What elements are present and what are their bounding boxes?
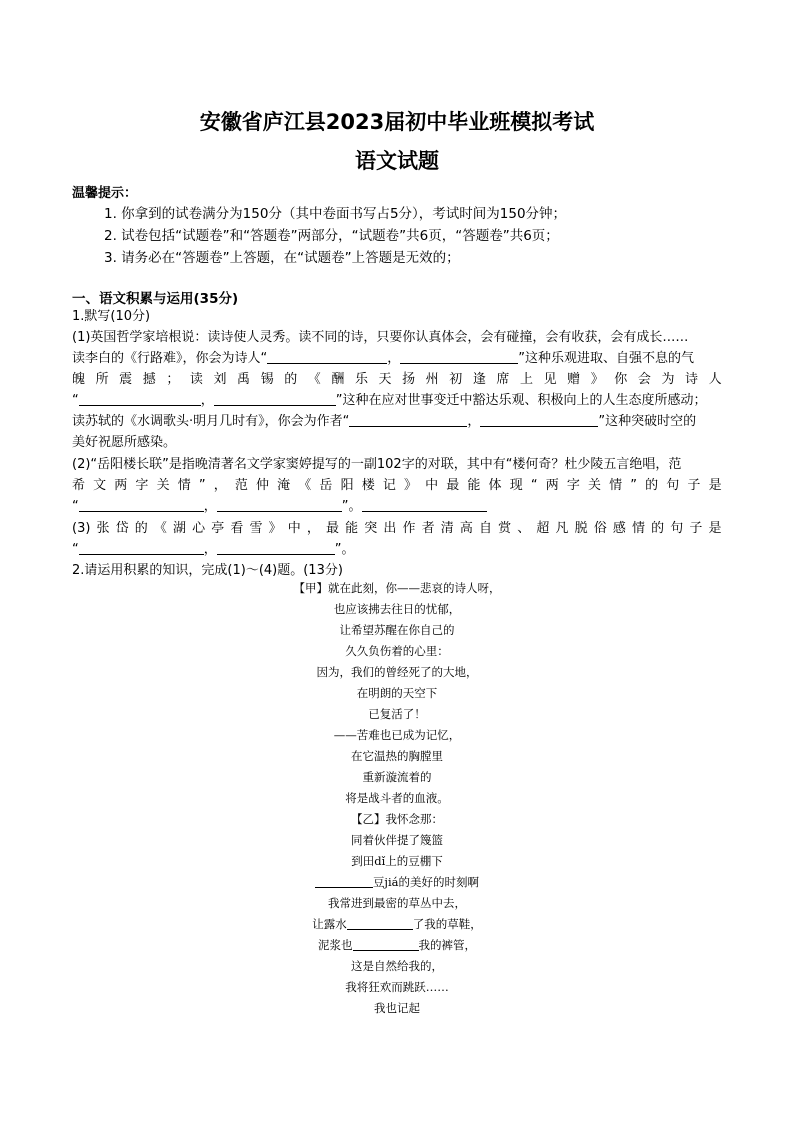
text-span: ， [203,499,217,514]
char: 禹 [237,372,251,387]
q1-part1-line5 [72,411,722,432]
char: 天 [378,372,392,387]
char: ” [198,478,206,493]
char: 感 [612,521,626,536]
char: 高 [459,521,473,536]
poem-line: 已复活了！ [368,707,426,721]
char: 子 [687,478,701,493]
char: 现 [509,478,523,493]
char: 撼 [142,372,156,387]
char: (3) [72,521,91,536]
poem-line: ——苦难也已成为记忆， [333,728,461,742]
text-span: “ [72,499,79,514]
char: ； [166,372,180,387]
answer-blank[interactable] [480,412,598,427]
tips-heading: 温馨提示： [72,186,138,201]
char: 张 [96,521,110,536]
char: 情 [609,478,623,493]
text-span: ”这种在应对世事变迁中豁达乐观、积极向上的人生态度所感动； [335,393,707,408]
tip-item: 3. 请务必在“答题卷”上答题，在“试题卷”上答题是无效的； [104,250,460,266]
char: “ [530,478,538,493]
poem-line: 将是战斗者的血液。 [345,791,449,805]
char: 突 [364,521,378,536]
char: 俗 [593,521,607,536]
char: 脱 [574,521,588,536]
char: 两 [114,478,128,493]
char: 震 [119,372,133,387]
q1-part1-line4 [72,390,722,411]
char: 最 [326,521,340,536]
answer-blank[interactable] [347,915,413,930]
char: 乐 [354,372,368,387]
char: 心 [192,521,206,536]
char: 的 [645,478,659,493]
char: 看 [230,521,244,536]
char: 中 [287,521,301,536]
char: 魄 [72,372,86,387]
poem-line: 因为，我们的曾经死了的大地， [316,665,478,679]
answer-blank[interactable] [315,873,373,888]
char: 赏 [498,521,512,536]
char: 的 [134,521,148,536]
char: 岱 [115,521,129,536]
text-span: 我的裤管， [418,938,476,952]
text-span: 读李白的《行路难》，你会为诗人“ [72,351,268,366]
char: 记 [382,478,396,493]
poem-line: 这是自然给我的， [351,959,443,973]
char: 锡 [260,372,274,387]
char: 你 [614,372,628,387]
text-span: 豆jiá的美好的时刻啊 [372,875,480,889]
char: 作 [402,521,416,536]
char: 两 [545,478,559,493]
q1-part1-line2 [72,348,722,369]
char: 雪 [249,521,263,536]
char: 》 [403,478,417,493]
poem-line: 【乙】我怀念那： [351,812,443,826]
char: 句 [666,478,680,493]
answer-blank[interactable] [79,540,204,555]
char: 情 [632,521,646,536]
answer-blank[interactable] [353,936,419,951]
q1-part3-line2 [72,539,722,560]
char: 关 [156,478,170,493]
char: 出 [383,521,397,536]
poem-line: 我将狂欢而跳跃…… [345,980,449,994]
char: 中 [425,478,439,493]
char: 《 [298,478,312,493]
answer-blank[interactable] [79,391,201,406]
char: 读 [189,372,203,387]
poem-line: 到田dǐ上的豆棚下 [351,854,443,868]
char: 淹 [277,478,291,493]
q1-part3-line1 [72,518,722,539]
char: 《 [153,521,167,536]
text-span: 读苏轼的《水调歌头·明月几时有》，你会为作者“ [72,414,350,429]
char: 、 [517,521,531,536]
char: 者 [421,521,435,536]
char: ， [213,478,227,493]
char: 体 [488,478,502,493]
q1-part2-line3 [72,496,722,517]
char: 人 [708,372,722,387]
poem-line: 也应该拂去往日的忧郁， [333,602,461,616]
poem-line: 在明朗的天空下 [356,686,438,700]
char: 会 [637,372,651,387]
poem-line: 同着伙伴提了篾篮 [351,833,443,847]
char: 能 [345,521,359,536]
char: 字 [135,478,149,493]
answer-blank[interactable] [217,497,342,512]
text-span: “ [72,393,79,408]
poem-line: 让希望苏醒在你自己的 [339,623,455,637]
char: 赠 [567,372,581,387]
char: 是 [708,478,722,493]
char: 范 [234,478,248,493]
exam-title: 安徽省庐江县2023届初中毕业班模拟考试 [199,110,595,134]
char: 阳 [340,478,354,493]
answer-blank[interactable] [362,497,487,512]
char: 见 [543,372,557,387]
text-span: ”。 [341,499,362,514]
char: 逢 [472,372,486,387]
char: 》 [590,372,604,387]
char: 清 [440,521,454,536]
poem-line: 重新漩流着的 [362,770,432,784]
exam-subtitle: 语文试题 [355,149,439,173]
poem-line [0,872,794,893]
char: 州 [425,372,439,387]
char: 仲 [256,478,270,493]
poem-line: 我常进到最密的草丛中去， [328,896,466,910]
answer-blank[interactable] [400,349,518,364]
char: 的 [651,521,665,536]
char: 酬 [331,372,345,387]
poem-line: 久久负伤着的心里： [345,644,449,658]
answer-blank[interactable] [79,497,204,512]
q1-part1-text: (1)英国哲学家培根说：读诗使人灵秀。读不同的诗，只要你认真体会，会有碰撞，会有收获，会有成长…… [72,330,689,345]
question-heading: 2.请运用积累的知识，完成(1)～(4)题。(13分) [72,563,343,578]
text-span: ， [467,414,481,429]
char: 凡 [555,521,569,536]
char: 能 [467,478,481,493]
char: 亭 [211,521,225,536]
poem-line [0,914,794,935]
char: 楼 [361,478,375,493]
char: 《 [307,372,321,387]
poem-line: 【甲】就在此刻，你——悲哀的诗人呀， [293,581,501,595]
text-span: ”这种突破时空的 [598,414,697,429]
char: 文 [93,478,107,493]
text-span: ， [387,351,401,366]
char: 自 [479,521,493,536]
tip-item: 1. 你拿到的试卷满分为150分（其中卷面书写占5分），考试时间为150分钟； [104,206,567,222]
text-span: ”这种乐观进取、自强不息的气 [518,351,695,366]
question-heading: 1.默写(10分) [72,309,151,324]
char: 的 [284,372,298,387]
text-span: ”。 [334,542,355,557]
char: 字 [566,478,580,493]
char: 子 [689,521,703,536]
char: 是 [708,521,722,536]
char: 所 [95,372,109,387]
char: 希 [72,478,86,493]
char: 最 [446,478,460,493]
char: 扬 [402,372,416,387]
poem-line [0,935,794,956]
text-span: “ [72,542,79,557]
char: 初 [449,372,463,387]
q1-part2-line2 [72,475,722,496]
text-span: ， [200,393,214,408]
char: 诗 [685,372,699,387]
char: 为 [661,372,675,387]
answer-blank[interactable] [349,412,467,427]
poem-line: 我也记起 [374,1001,420,1015]
poem-block [0,578,794,1019]
char: 刘 [213,372,227,387]
char: 岳 [319,478,333,493]
char: ” [630,478,638,493]
char: 超 [536,521,550,536]
char: 关 [587,478,601,493]
tip-item: 2. 试卷包括“试题卷”和“答题卷”两部分，“试题卷”共6页，“答题卷”共6页； [104,228,559,244]
text-span: 泥浆也 [318,938,353,952]
char: 句 [670,521,684,536]
answer-blank[interactable] [217,540,335,555]
answer-blank[interactable] [267,349,387,364]
section-heading: 一、语文积累与运用(35分) [72,291,239,307]
text-span: ， [203,542,217,557]
q1-part1-line3 [72,369,722,390]
char: 》 [268,521,282,536]
q1-part2-text: (2)“岳阳楼长联”是指晚清著名文学家窦婷提写的一副102字的对联，其中有“楼何奇？杜少陵五言绝唱，范 [72,457,682,472]
char: ， [306,521,320,536]
char: 情 [177,478,191,493]
text-span: 了我的草鞋， [412,917,482,931]
q1-part1-line6: 美好祝愿所感染。 [72,435,177,450]
answer-blank[interactable] [214,391,336,406]
text-span: 让露水 [312,917,347,931]
poem-line: 在它温热的胸膛里 [351,749,443,763]
char: 上 [519,372,533,387]
char: 席 [496,372,510,387]
char: 湖 [173,521,187,536]
